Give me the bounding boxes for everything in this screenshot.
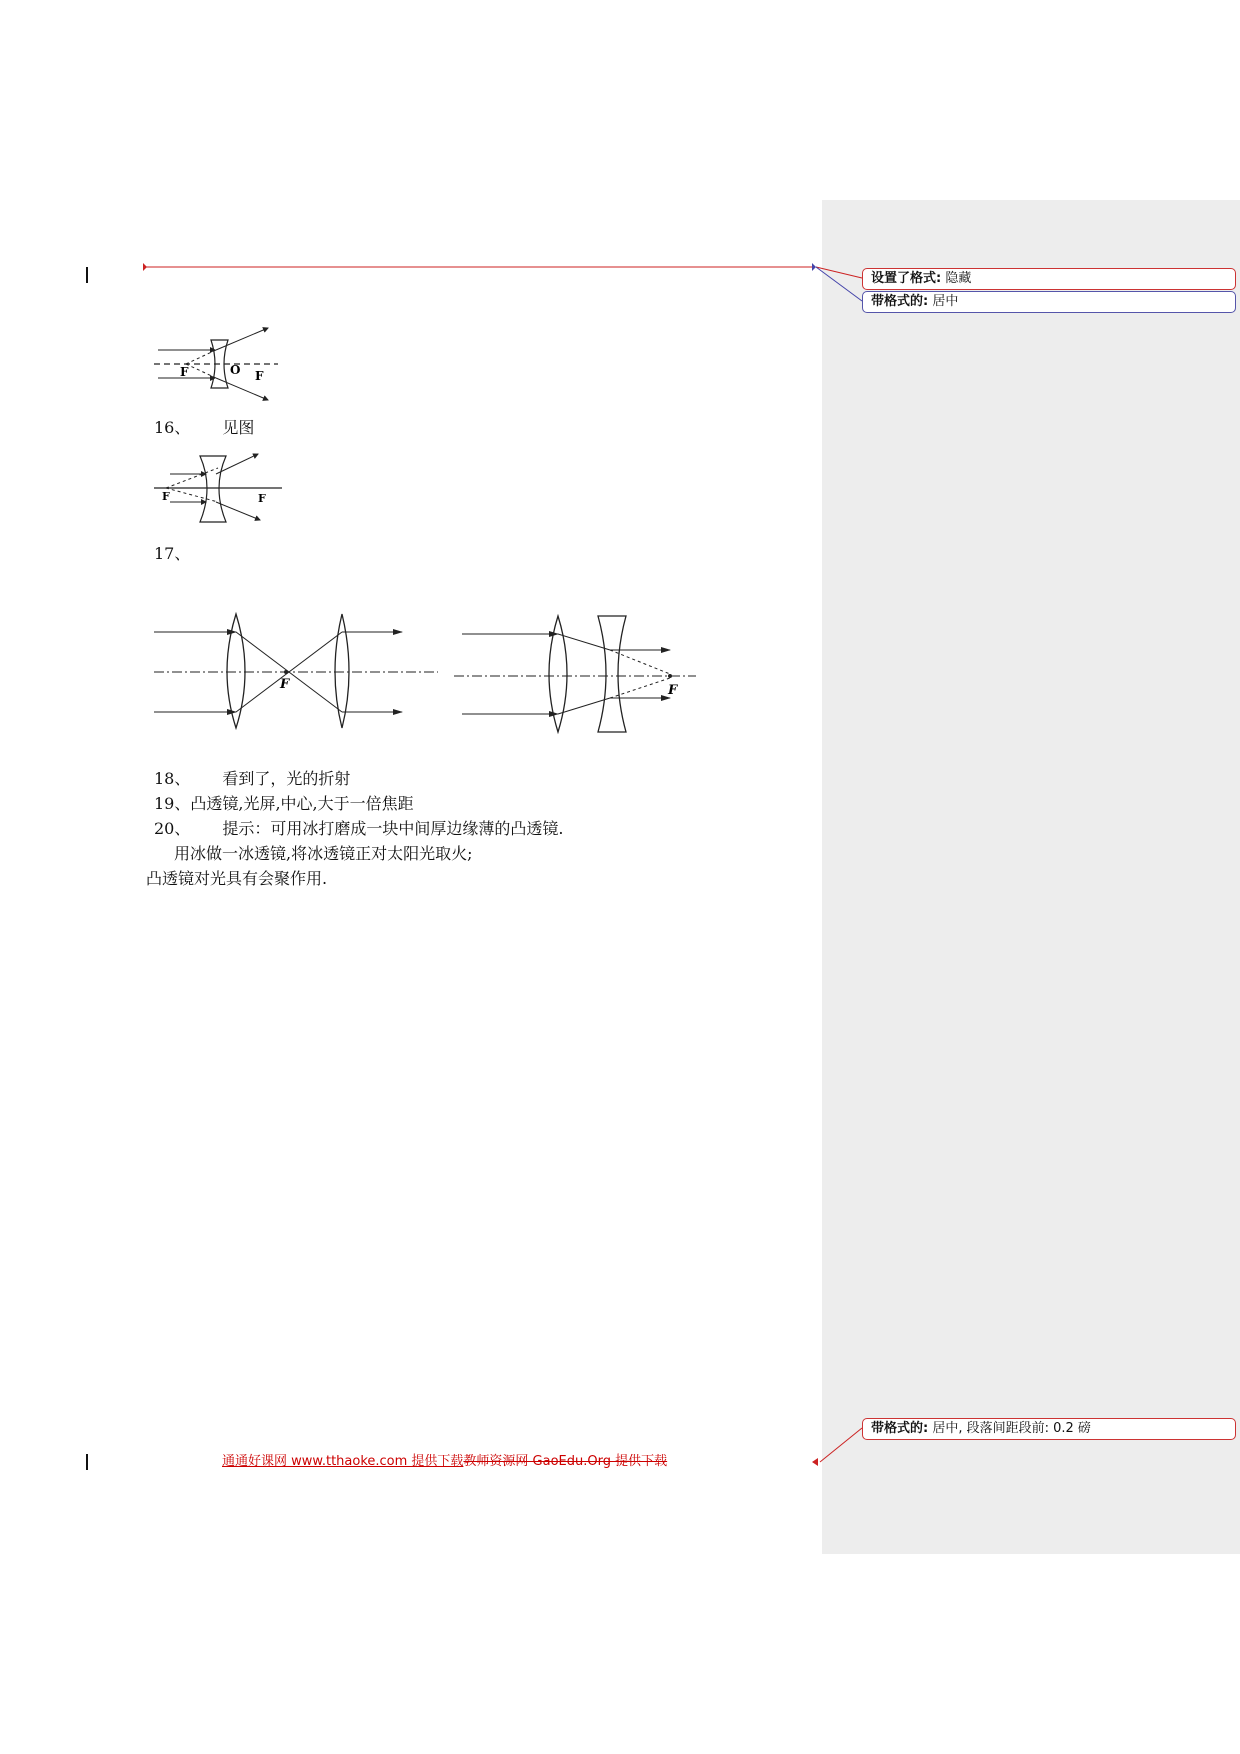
diagram-concave-lens-1: [150, 322, 290, 398]
comment-label: 带格式的:: [871, 1421, 929, 1436]
answer-text: 凸透镜对光具有会聚作用.: [146, 869, 328, 888]
answer-19: [154, 794, 414, 814]
footer-inserted-text: 通通好课网 www.tthaoke.com 提供下载: [222, 1454, 464, 1469]
answer-text: 用冰做一冰透镜,将冰透镜正对太阳光取火;: [174, 844, 473, 863]
answer-16: [154, 418, 254, 438]
comment-balloon-hidden[interactable]: [862, 268, 1236, 290]
answer-20-line2: [174, 844, 472, 864]
footer-deleted-text: 教师资源网 GaoEdu.Org 提供下载: [463, 1454, 668, 1469]
answer-number: 18、: [154, 769, 191, 788]
focus-label: F: [280, 677, 290, 692]
comment-label: 带格式的:: [871, 294, 929, 309]
comment-value: 居中, 段落间距段前: 0.2 磅: [932, 1421, 1091, 1436]
footer-link[interactable]: [222, 1454, 667, 1470]
answer-20-line3: [146, 869, 327, 889]
focus-label: F: [258, 492, 266, 505]
comment-label: 设置了格式:: [871, 271, 942, 286]
text-cursor-top: [86, 267, 88, 283]
answer-number: 17、: [154, 544, 191, 563]
comment-balloon-center[interactable]: [862, 291, 1236, 313]
answer-text: 看到了，光的折射: [222, 769, 351, 788]
diagram-two-convex-lenses: [150, 610, 440, 735]
answer-20: [154, 819, 563, 839]
answer-text: 19、凸透镜,光屏,中心,大于一倍焦距: [154, 794, 414, 813]
answer-text: 提示：可用冰打磨成一块中间厚边缘薄的凸透镜.: [222, 819, 564, 838]
answer-number: 20、: [154, 819, 191, 838]
answer-18: [154, 769, 350, 789]
comment-value: 隐藏: [945, 271, 972, 286]
answer-text: 见图: [222, 418, 255, 437]
diagram-convex-concave-lenses: [452, 612, 702, 737]
markup-pane: [822, 200, 1240, 1554]
comment-balloon-spacing[interactable]: [862, 1418, 1236, 1440]
focus-label: F: [668, 683, 678, 698]
focus-label: F: [255, 369, 264, 383]
center-label: O: [230, 363, 241, 377]
focus-label: F: [162, 490, 170, 503]
focus-label: F: [180, 365, 189, 379]
text-cursor-bottom: [86, 1454, 88, 1470]
answer-number: 16、: [154, 418, 191, 437]
comment-value: 居中: [932, 294, 959, 309]
answer-17: [154, 544, 190, 564]
diagram-concave-lens-2: [150, 450, 290, 530]
